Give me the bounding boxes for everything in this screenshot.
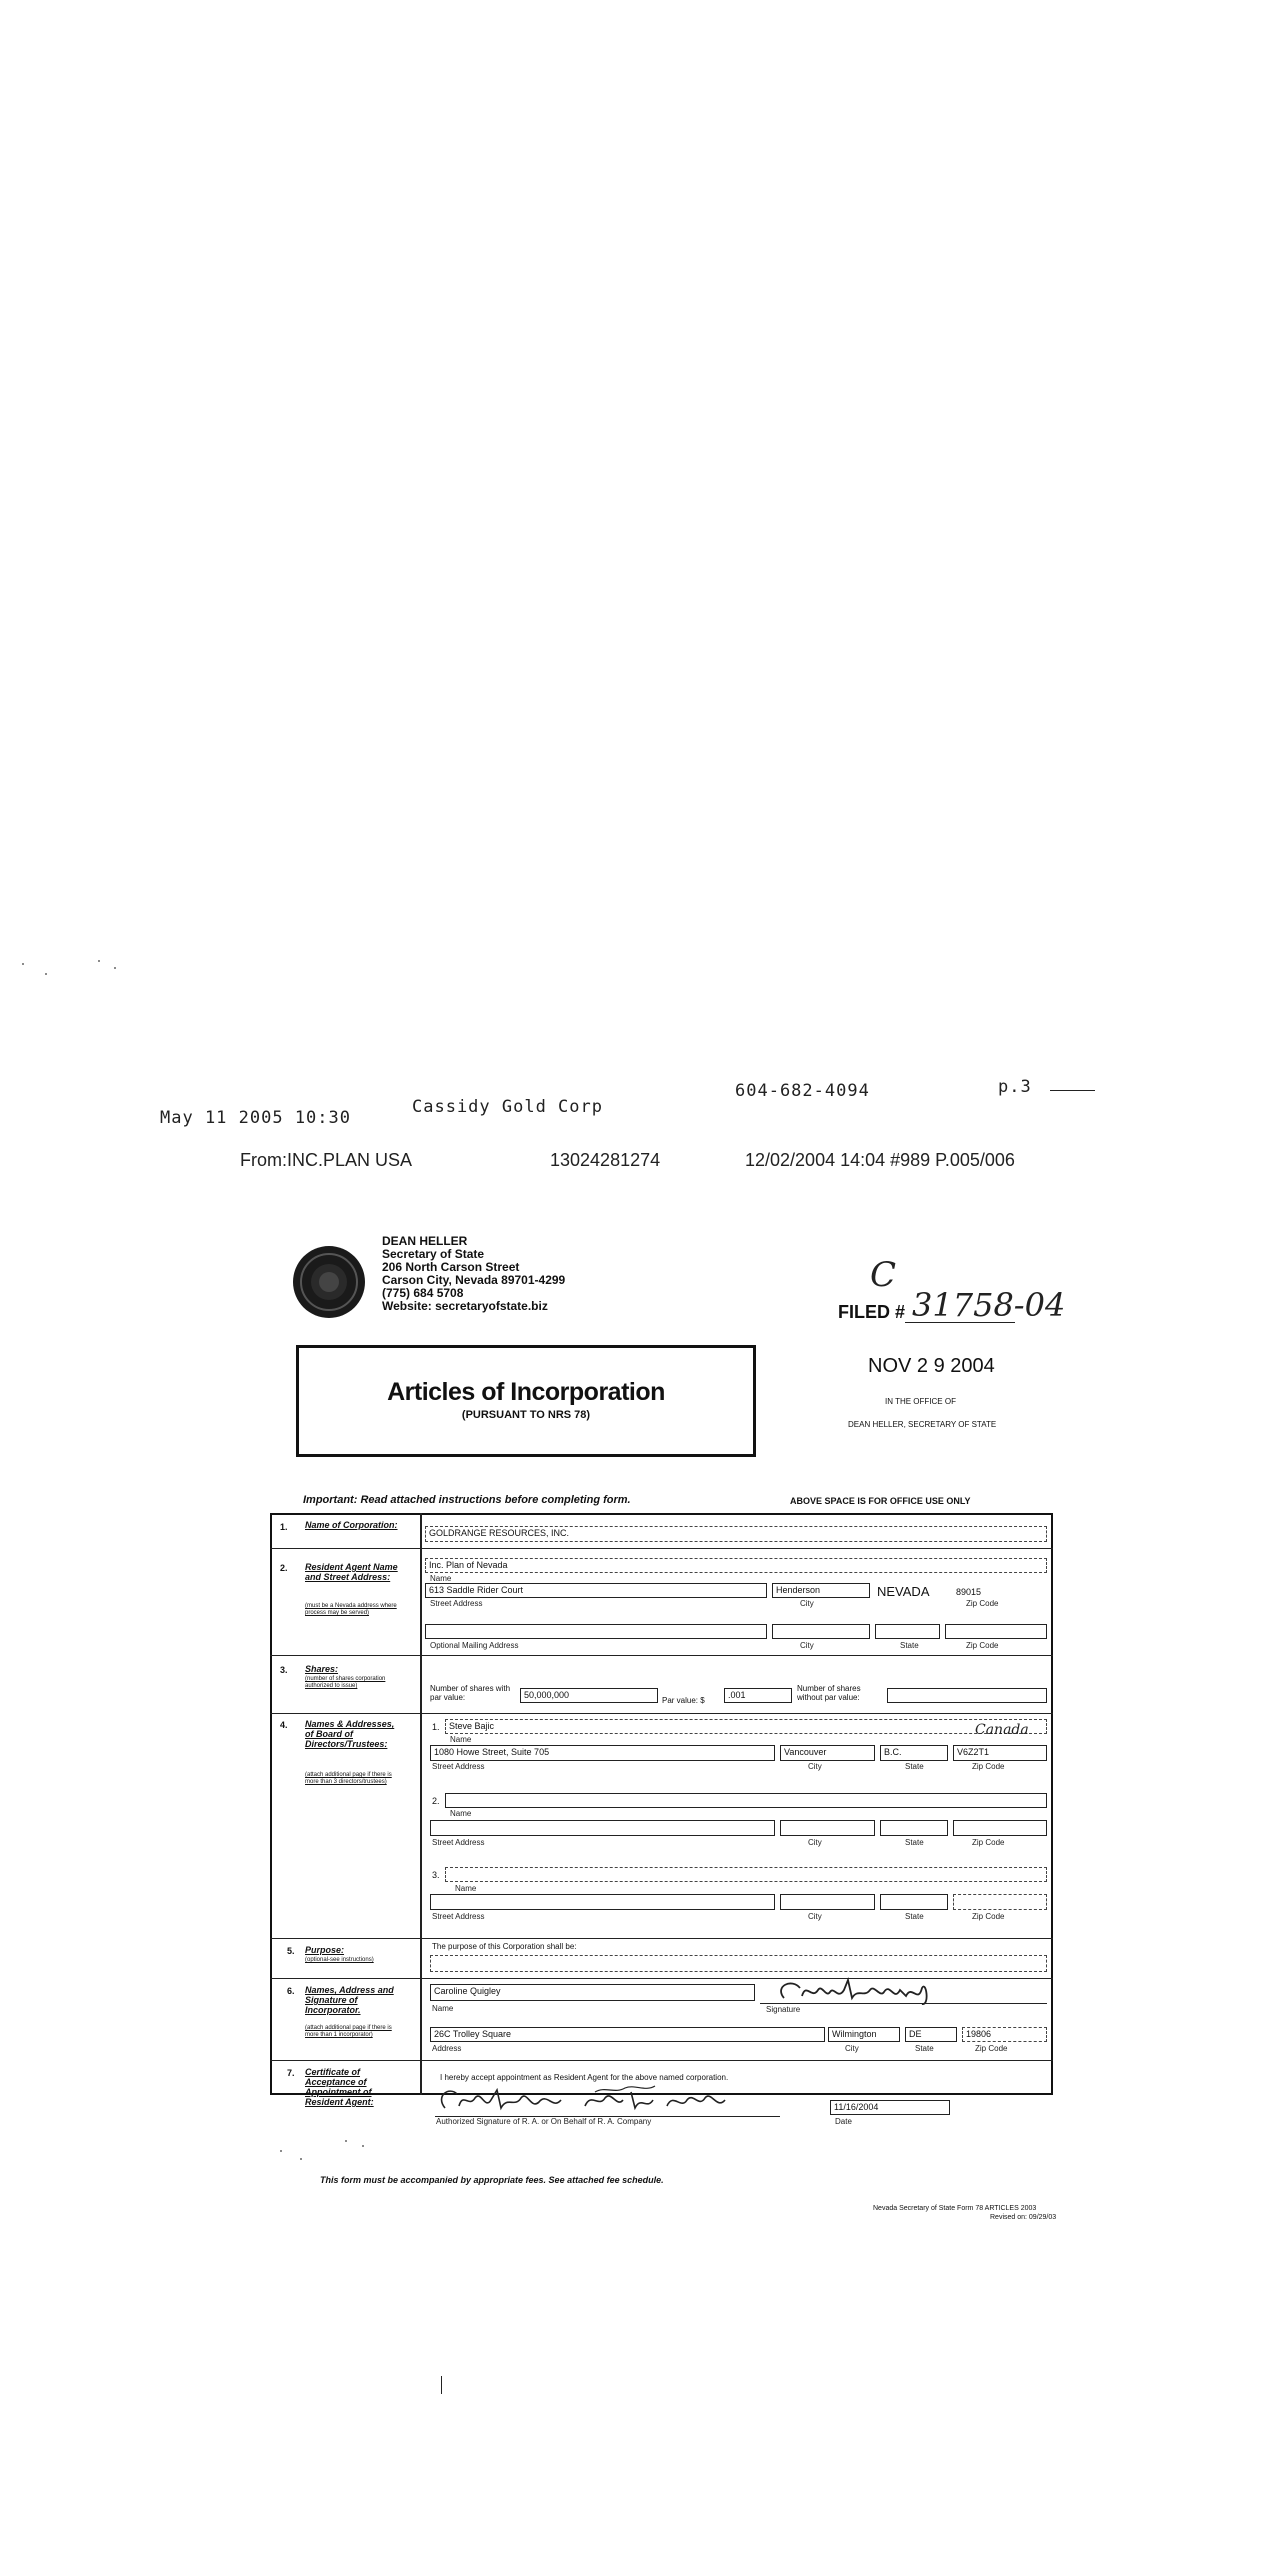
director-1-name-field[interactable]: Steve Bajic: [445, 1719, 1047, 1734]
director-2-state-field[interactable]: [880, 1820, 948, 1836]
incorporator-zip-field[interactable]: 19806: [962, 2027, 1047, 2042]
fax-date-time: May 11 2005 10:30: [160, 1108, 351, 1128]
stamp-filed-rule: [905, 1322, 1015, 1323]
secretary-address1: 206 North Carson Street: [382, 1260, 520, 1274]
fax-from: From:INC.PLAN USA: [240, 1150, 413, 1170]
stamp-letter: C: [870, 1255, 897, 1295]
agent-mailing-street-field[interactable]: [425, 1624, 767, 1639]
without-par-shares-field[interactable]: [887, 1688, 1047, 1703]
incorporator-signature: [772, 1976, 952, 2006]
stamp-secretary-line: DEAN HELLER, SECRETARY OF STATE: [848, 1420, 997, 1429]
fax-number: 13024281274: [550, 1150, 661, 1170]
section-6-number: 6.: [287, 1986, 295, 1996]
section-4-note: (attach additional page if there is more than 3 directors/trustees): [305, 1772, 392, 1785]
row-divider-4: [270, 1938, 1053, 1939]
director-1-city-caption: City: [808, 1762, 822, 1771]
director-3-city-caption: City: [808, 1912, 822, 1921]
scan-speck: [98, 960, 100, 962]
section-3-number: 3.: [280, 1665, 288, 1675]
section-1-label: Name of Corporation:: [305, 1520, 398, 1530]
form-subtitle: (PURSUANT TO NRS 78): [461, 1409, 591, 1421]
incorporator-state-caption: State: [915, 2044, 934, 2053]
agent-street-caption: Street Address: [430, 1599, 483, 1608]
scan-speck: [300, 2158, 302, 2160]
stamp-date: NOV 2 9 2004: [868, 1355, 995, 1377]
agent-signature: [435, 2082, 775, 2116]
section-5-number: 5.: [287, 1946, 295, 1956]
scan-speck: [345, 2140, 347, 2142]
incorporator-state-field[interactable]: DE: [905, 2027, 957, 2042]
incorporator-signature-caption: Signature: [766, 2005, 801, 2014]
agent-date-field[interactable]: 11/16/2004: [830, 2100, 950, 2115]
scan-speck: [114, 967, 116, 969]
director-1-name-caption: Name: [450, 1735, 472, 1744]
director-3-zip-field[interactable]: [953, 1894, 1047, 1910]
director-2-zip-caption: Zip Code: [972, 1838, 1005, 1847]
important-note: Important: Read attached instructions before completing form.: [303, 1494, 631, 1506]
scan-speck: [280, 2150, 282, 2152]
director-3-city-field[interactable]: [780, 1894, 875, 1910]
agent-mailing-zip-field[interactable]: [945, 1624, 1047, 1639]
director-1-zip-caption: Zip Code: [972, 1762, 1005, 1771]
form-title: Articles of Incorporation: [387, 1378, 665, 1406]
director-2-street-field[interactable]: [430, 1820, 775, 1836]
nevada-seal-icon: [292, 1245, 366, 1319]
with-par-shares-field[interactable]: 50,000,000: [520, 1688, 658, 1703]
director-1-street-caption: Street Address: [432, 1762, 485, 1771]
stamp-filed-number: 31758-04: [912, 1286, 1066, 1324]
section-5-note: (optional-see instructions): [305, 1957, 374, 1963]
incorporator-address-caption: Address: [432, 2044, 462, 2053]
agent-mailing-city-caption: City: [800, 1641, 814, 1650]
director-2-city-caption: City: [808, 1838, 822, 1847]
director-2-state-caption: State: [905, 1838, 924, 1847]
incorporator-address-field[interactable]: 26C Trolley Square: [430, 2027, 825, 2042]
agent-zip-value: 89015: [956, 1587, 982, 1597]
row-divider-3: [270, 1713, 1053, 1714]
section-2-note: (must be a Nevada address where process may be served): [305, 1603, 397, 1616]
agent-street-field[interactable]: 613 Saddle Rider Court: [425, 1583, 767, 1598]
agent-mailing-state-field[interactable]: [875, 1624, 940, 1639]
director-2-street-caption: Street Address: [432, 1838, 485, 1847]
title-box: [296, 1345, 756, 1457]
scan-speck: [45, 973, 47, 975]
director-1-zip-field[interactable]: V6Z2T1: [953, 1745, 1047, 1761]
agent-mailing-city-field[interactable]: [772, 1624, 870, 1639]
agent-city-caption: City: [800, 1599, 814, 1608]
director-1-number: 1.: [432, 1722, 440, 1732]
director-1-country: Canada: [975, 1722, 1029, 1738]
row-divider-1: [270, 1548, 1053, 1549]
agent-signature-caption: Authorized Signature of R. A. or On Behalf of R. A. Company: [436, 2117, 652, 2126]
par-value-field[interactable]: .001: [724, 1688, 792, 1703]
agent-name-field[interactable]: Inc. Plan of Nevada: [425, 1558, 1047, 1573]
director-3-state-caption: State: [905, 1912, 924, 1921]
director-3-name-caption: Name: [455, 1884, 477, 1893]
footer-fee-note: This form must be accompanied by appropriate fees. See attached fee schedule.: [320, 2175, 664, 2185]
fax-page: p.3: [998, 1077, 1032, 1097]
agent-state-value: NEVADA: [877, 1584, 930, 1599]
incorporator-city-caption: City: [845, 2044, 859, 2053]
fax-page-rule: [1050, 1090, 1095, 1091]
section-6-note: (attach additional page if there is more than 1 incorporator): [305, 2025, 392, 2038]
secretary-address2: Carson City, Nevada 89701-4299: [382, 1273, 566, 1287]
row-divider-6: [270, 2060, 1053, 2061]
incorporator-zip-caption: Zip Code: [975, 2044, 1008, 2053]
secretary-website: Website: secretaryofstate.biz: [382, 1299, 548, 1313]
agent-city-field[interactable]: Henderson: [772, 1583, 870, 1598]
scan-speck: [362, 2145, 364, 2147]
section-4-number: 4.: [280, 1720, 288, 1730]
agent-mailing-zip-caption: Zip Code: [966, 1641, 999, 1650]
incorporator-name-caption: Name: [432, 2004, 454, 2013]
director-1-state-caption: State: [905, 1762, 924, 1771]
director-2-number: 2.: [432, 1796, 440, 1806]
director-3-street-caption: Street Address: [432, 1912, 485, 1921]
acceptance-text: I hereby accept appointment as Resident Agent for the above named corporation.: [440, 2073, 729, 2082]
scan-speck: [22, 963, 24, 965]
director-3-name-field[interactable]: [445, 1867, 1047, 1882]
corporation-name-field[interactable]: GOLDRANGE RESOURCES, INC.: [425, 1526, 1047, 1542]
director-2-zip-field[interactable]: [953, 1820, 1047, 1836]
purpose-text: The purpose of this Corporation shall be:: [432, 1942, 577, 1951]
section-1-number: 1.: [280, 1522, 288, 1532]
director-3-street-field[interactable]: [430, 1894, 775, 1910]
section-7-label: Certificate of Acceptance of Appointment of Resident Agent:: [305, 2067, 374, 2107]
secretary-title: Secretary of State: [382, 1247, 485, 1261]
stamp-office-line: IN THE OFFICE OF: [885, 1397, 956, 1406]
section-2-label: Resident Agent Name and Street Address:: [305, 1562, 398, 1582]
director-3-state-field[interactable]: [880, 1894, 948, 1910]
office-use-note: ABOVE SPACE IS FOR OFFICE USE ONLY: [790, 1496, 971, 1506]
director-1-city-field[interactable]: Vancouver: [780, 1745, 875, 1761]
section-6-label: Names, Address and Signature of Incorporator.: [305, 1985, 394, 2015]
row-divider-2: [270, 1655, 1053, 1656]
incorporator-city-field[interactable]: Wilmington: [828, 2027, 900, 2042]
without-par-label: Number of shares without par value:: [797, 1684, 861, 1702]
director-1-state-field[interactable]: B.C.: [880, 1745, 948, 1761]
section-3-note: (number of shares corporation authorized to issue): [305, 1676, 386, 1689]
fax-transmission: 12/02/2004 14:04 #989 P.005/006: [745, 1150, 1015, 1170]
incorporator-name-field[interactable]: Caroline Quigley: [430, 1984, 755, 2001]
signature-rule: [760, 2003, 1047, 2004]
form-column-divider: [420, 1513, 422, 2095]
director-1-street-field[interactable]: 1080 Howe Street, Suite 705: [430, 1745, 775, 1761]
scan-mark: [441, 2376, 442, 2394]
section-3-label: Shares:: [305, 1664, 339, 1674]
agent-mailing-caption: Optional Mailing Address: [430, 1641, 519, 1650]
fax-phone: 604-682-4094: [735, 1081, 870, 1101]
fax-company: Cassidy Gold Corp: [412, 1097, 603, 1117]
par-value-label: Par value: $: [662, 1696, 705, 1705]
director-3-number: 3.: [432, 1870, 440, 1880]
purpose-field[interactable]: [430, 1955, 1047, 1972]
director-2-name-field[interactable]: [445, 1793, 1047, 1808]
agent-zip-caption: Zip Code: [966, 1599, 999, 1608]
director-2-city-field[interactable]: [780, 1820, 875, 1836]
with-par-label: Number of shares with par value:: [430, 1684, 511, 1702]
stamp-filed-label: FILED #: [838, 1302, 906, 1322]
agent-name-caption: Name: [430, 1574, 452, 1583]
section-7-number: 7.: [287, 2068, 295, 2078]
section-2-number: 2.: [280, 1563, 288, 1573]
footer-form-id: Nevada Secretary of State Form 78 ARTICLES 2003: [873, 2205, 1037, 2212]
footer-revised: Revised on: 09/29/03: [990, 2214, 1057, 2221]
secretary-phone: (775) 684 5708: [382, 1286, 464, 1300]
section-4-label: Names & Addresses, of Board of Directors/Trustees:: [305, 1719, 395, 1749]
secretary-name: DEAN HELLER: [382, 1234, 468, 1248]
agent-mailing-state-caption: State: [900, 1641, 919, 1650]
agent-date-caption: Date: [835, 2117, 852, 2126]
director-2-name-caption: Name: [450, 1809, 472, 1818]
director-3-zip-caption: Zip Code: [972, 1912, 1005, 1921]
section-5-label: Purpose:: [305, 1945, 345, 1955]
